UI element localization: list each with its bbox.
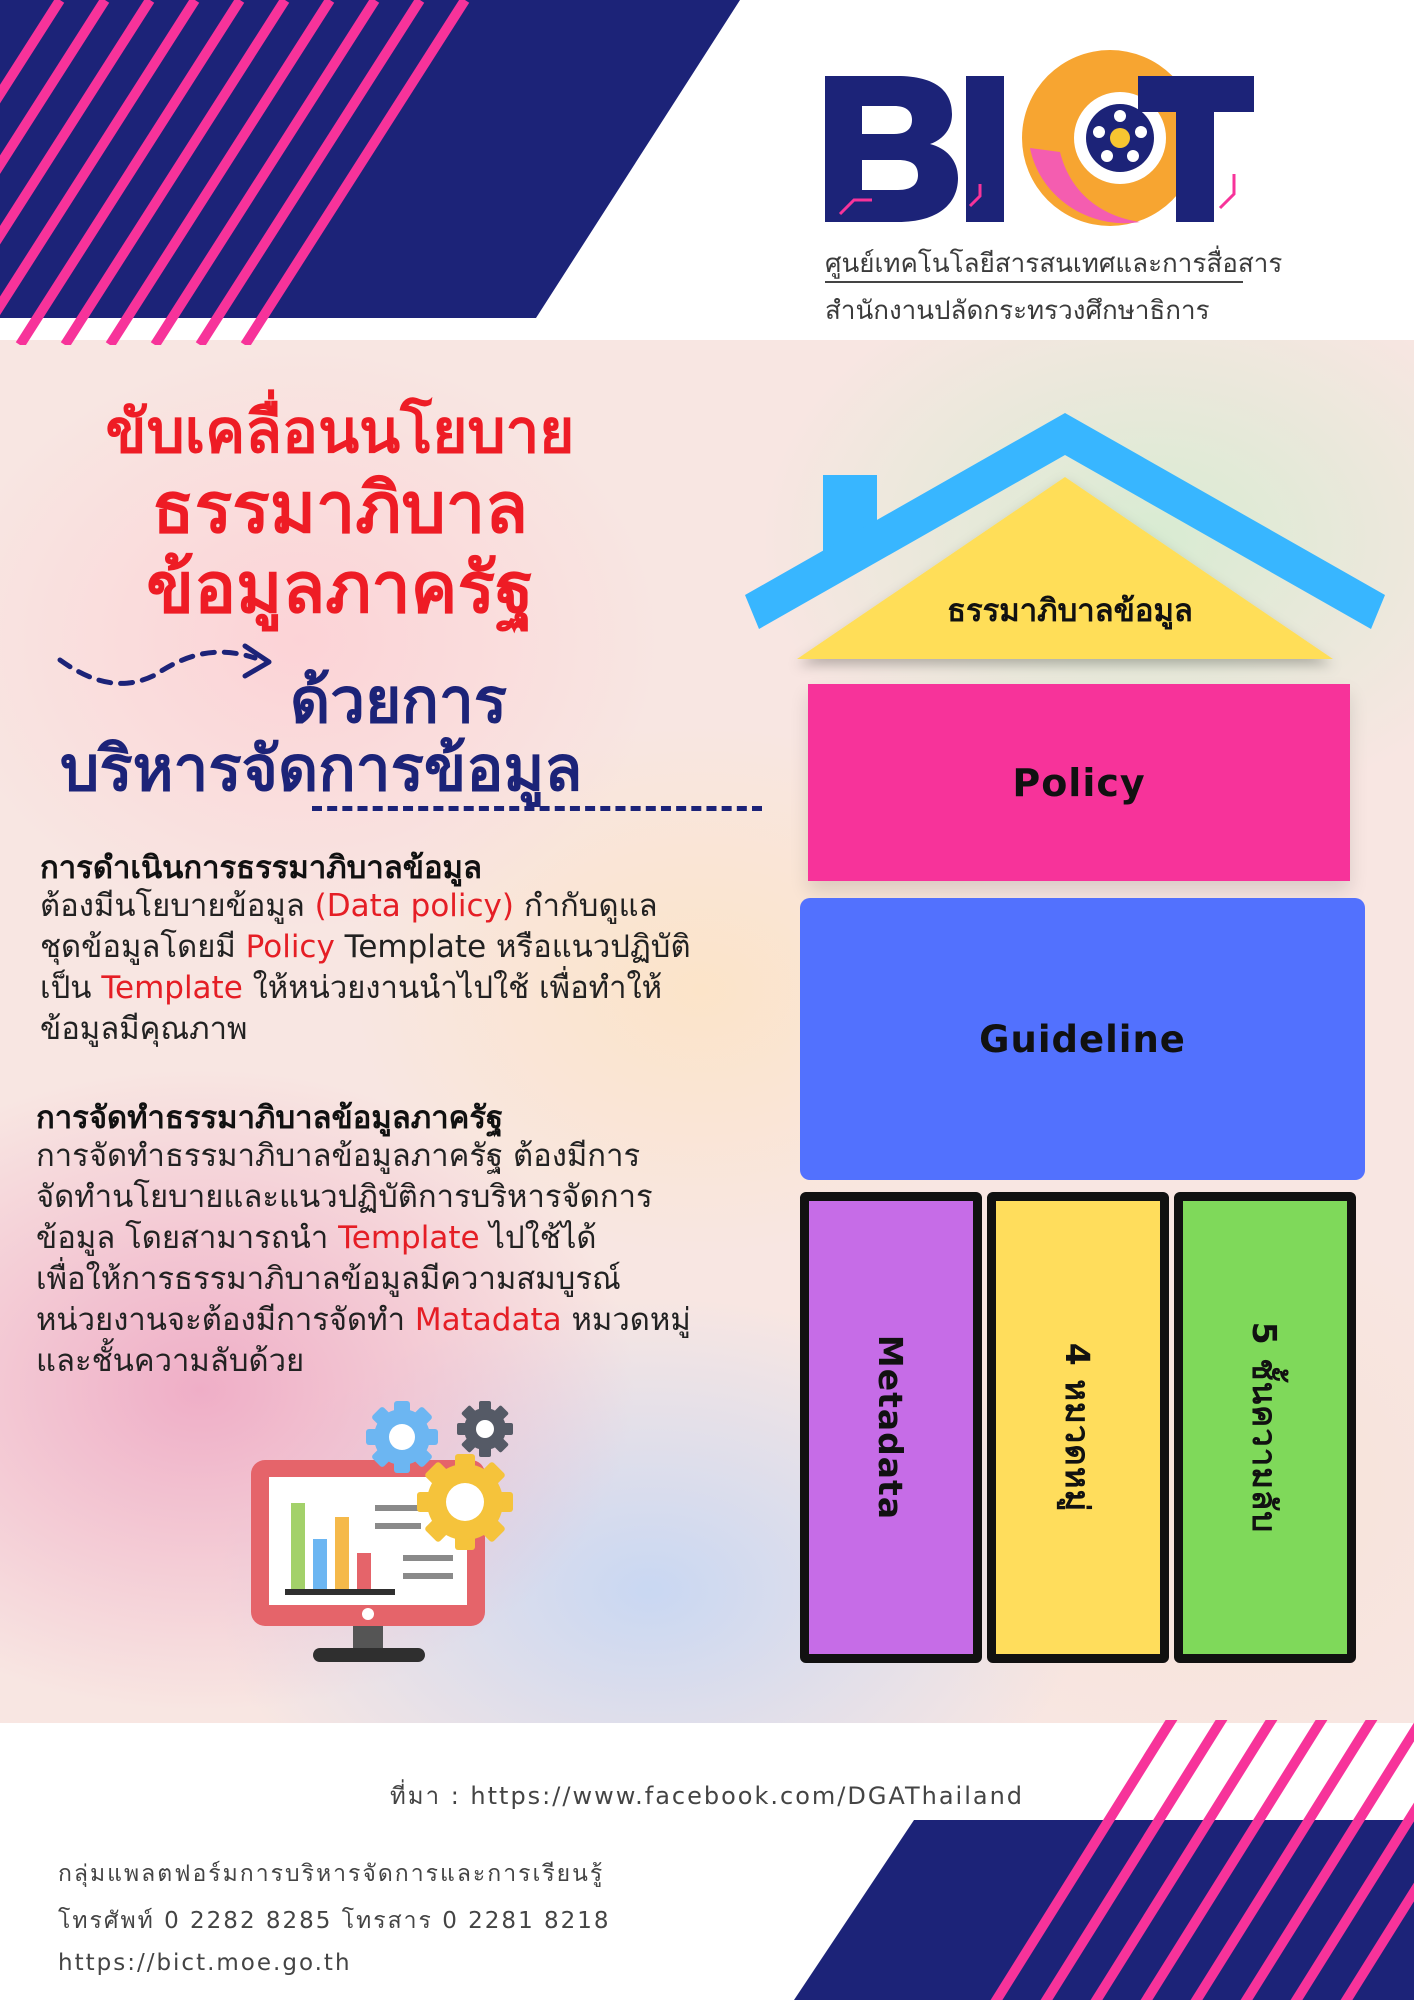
highlight-data-policy: (Data policy) [314, 888, 514, 924]
section-2-body: การจัดทำธรรมาภิบาลข้อมูลภาครัฐ ต้องมีการ จัดทำนโยบายและแนวปฏิบัติการบริหารจัดการ ข้อมูล โดยสามารถนำ Template ไปใช้ได้ เพื่อให้การธรรมาภิบาลข้อมูลมีความสมบูรณ์ หน่วยงานจะต้องมีการจัดทำ Matadata หมวดหมู่ และชั้นความลับด้วย [36, 1138, 691, 1379]
house-roof-graphic [745, 405, 1385, 705]
dashed-arrow-icon [55, 640, 285, 700]
pillar-confidentiality-label: 5 ชั้นความลับ [1245, 1321, 1285, 1534]
pillar-confidentiality [1174, 1192, 1356, 1663]
pillar-categories [987, 1192, 1169, 1663]
logo-divider [825, 281, 1243, 283]
logo-org-line-1: ศูนย์เทคโนโลยีสารสนเทศและการสื่อสาร [825, 249, 1283, 279]
footer-stripes-graphic [794, 1720, 1414, 2000]
section-1-body: ต้องมีนโยบายข้อมูล (Data policy) กำกับดูแล ชุดข้อมูลโดยมี Policy Template หรือแนวปฏิบัติ เป็น Template ให้หน่วยงานนำไปใช้ เพื่อทำให้ ข้อมูลมีคุณภาพ [40, 888, 691, 1047]
data-dashboard-icon [245, 1395, 525, 1675]
bict-logo [820, 28, 1283, 328]
bict-logo-mark [820, 28, 1260, 238]
headline-line-1: ขับเคลื่อนนโยบาย [105, 397, 575, 467]
pillar-metadata-label: Metadata [871, 1334, 911, 1521]
policy-block: Policy [808, 684, 1350, 881]
headline-line-4: ด้วยการ [290, 664, 508, 737]
logo-org-line-2: สำนักงานปลัดกระทรวงศึกษาธิการ [825, 296, 1210, 326]
header-stripes-graphic [0, 0, 760, 345]
footer-contact: โทรศัพท์ 0 2282 8285 โทรสาร 0 2281 8218 [58, 1908, 611, 1934]
headline-line-2: ธรรมาภิบาล [151, 467, 529, 549]
roof-label: ธรรมาภิบาลข้อมูล [947, 593, 1193, 629]
headline-line-5: บริหารจัดการข้อมูล [60, 732, 583, 805]
pillar-categories-label: 4 หมวดหมู่ [1058, 1342, 1098, 1513]
section-2-title: การจัดทำธรรมาภิบาลข้อมูลภาครัฐ [36, 1100, 504, 1136]
footer-org: กลุ่มแพลตฟอร์มการบริหารจัดการและการเรียนรู้ [58, 1861, 605, 1887]
pillar-metadata [800, 1192, 982, 1663]
highlight-policy: Policy [245, 929, 335, 965]
source-credit: ที่มา : https://www.facebook.com/DGAThailand [389, 1782, 1025, 1810]
headline-line-3: ข้อมูลภาครัฐ [146, 547, 534, 629]
guideline-block: Guideline [800, 898, 1365, 1180]
dashed-underline [312, 806, 762, 811]
section-1-title: การดำเนินการธรรมาภิบาลข้อมูล [40, 850, 482, 886]
highlight-template-2: Template [338, 1220, 480, 1256]
highlight-matadata: Matadata [414, 1302, 562, 1338]
footer-website-link[interactable]: https://bict.moe.go.th [58, 1950, 352, 1976]
highlight-template: Template [101, 970, 243, 1006]
